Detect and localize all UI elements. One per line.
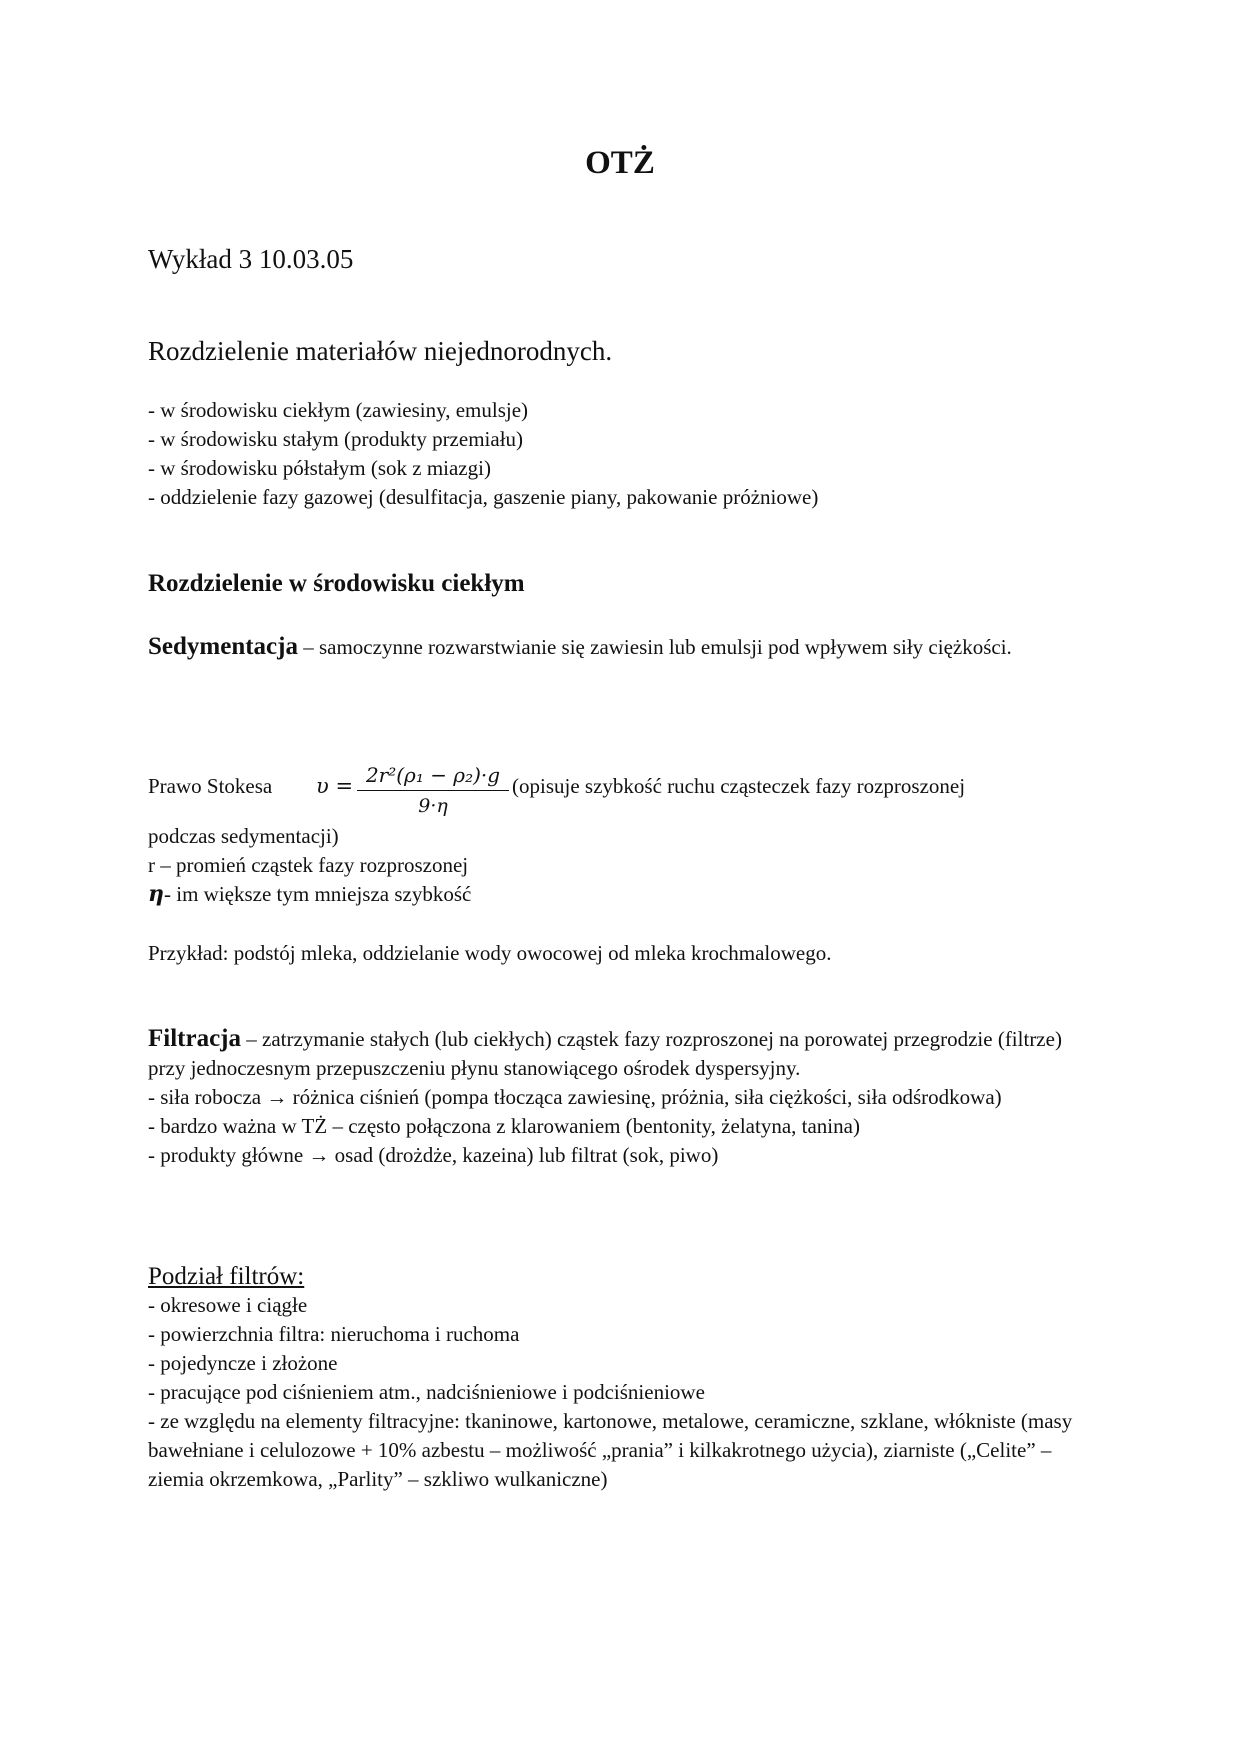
stokes-note-continued: podczas sedymentacji): [148, 824, 339, 848]
list-item: - w środowisku stałym (produkty przemiału): [148, 427, 524, 451]
list-item: - oddzielenie fazy gazowej (desulfitacja, gaszenie piany, pakowanie próżniowe): [148, 485, 819, 509]
list-item: - w środowisku półstałym (sok z miazgi): [148, 456, 491, 480]
filters-section: [148, 1262, 1088, 1494]
section-title: Rozdzielenie materiałów niejednorodnych.: [148, 336, 613, 366]
stokes-numerator: 2r²(ρ₁ − ρ₂)·g: [365, 763, 501, 787]
stokes-lhs: υ =: [316, 774, 354, 798]
stokes-r-line: r – promień cząstek fazy rozproszonej: [148, 853, 469, 877]
subsection-title: Rozdzielenie w środowisku ciekłym: [148, 570, 525, 597]
document-title: OTŻ: [585, 145, 655, 181]
list-item: - produkty główne → osad (drożdże, kazeina) lub filtrat (sok, piwo): [148, 1143, 719, 1167]
stokes-fraction: [353, 760, 513, 821]
filters-heading: Podział filtrów:: [148, 1263, 305, 1290]
list-item: - bardzo ważna w TŻ – często połączona z klarowaniem (bentonity, żelatyna, tanina): [148, 1114, 860, 1138]
lecture-info: Wykład 3 10.03.05: [148, 244, 354, 274]
sedimentation-term: Sedymentacja: [148, 633, 298, 660]
list-item: - siła robocza → różnica ciśnień (pompa tłocząca zawiesinę, próżnia, siła ciężkości, siła odśrodkowa): [148, 1085, 1002, 1109]
list-item: - w środowisku ciekłym (zawiesiny, emulsje): [148, 398, 529, 422]
sedimentation-definition: – samoczynne rozwarstwianie się zawiesin lub emulsji pod wpływem siły ciężkości.: [297, 635, 1012, 659]
filtration-term: Filtracja: [148, 1025, 242, 1052]
list-item: - okresowe i ciągłe: [148, 1293, 308, 1317]
list-item: - pojedyncze i złożone: [148, 1351, 338, 1375]
filtration-paragraph: [148, 1024, 1088, 1170]
stokes-denominator: 9·η: [418, 795, 448, 817]
stokes-label: Prawo Stokesa: [148, 774, 273, 798]
eta-symbol: η: [148, 881, 164, 907]
list-item: - powierzchnia filtra: nieruchoma i ruchoma: [148, 1322, 520, 1346]
stokes-explanation: [148, 822, 471, 909]
stokes-eta-line: [148, 880, 471, 909]
eta-text: - im większe tym mniejsza szybkość: [164, 882, 472, 906]
example-line: Przykład: podstój mleka, oddzielanie wody owocowej od mleka krochmalowego.: [148, 941, 832, 965]
list-item: - pracujące pod ciśnieniem atm., nadciśnieniowe i podciśnieniowe: [148, 1380, 705, 1404]
filtration-definition: – zatrzymanie stałych (lub ciekłych) cząstek fazy rozproszonej na porowatej przegrodzie (filtrze) przy jednoczesnym przepuszczeniu płynu stanowiącego ośrodek dyspersyjny.: [148, 1027, 1062, 1080]
list-item: - ze względu na elementy filtracyjne: tkaninowe, kartonowe, metalowe, ceramiczne, szklane, włókniste (masy bawełniane i celulozowe + 10% azbestu – możliwość „prania” i kilkakrotnego użycia), ziarniste („Celite” – ziemia okrzemkowa, „Parlity” – szkliwo wulkaniczne): [148, 1409, 1073, 1491]
section-list: [148, 396, 818, 512]
sedimentation-paragraph: [148, 632, 1088, 662]
stokes-note: (opisuje szybkość ruchu cząsteczek fazy rozproszonej: [512, 774, 966, 798]
